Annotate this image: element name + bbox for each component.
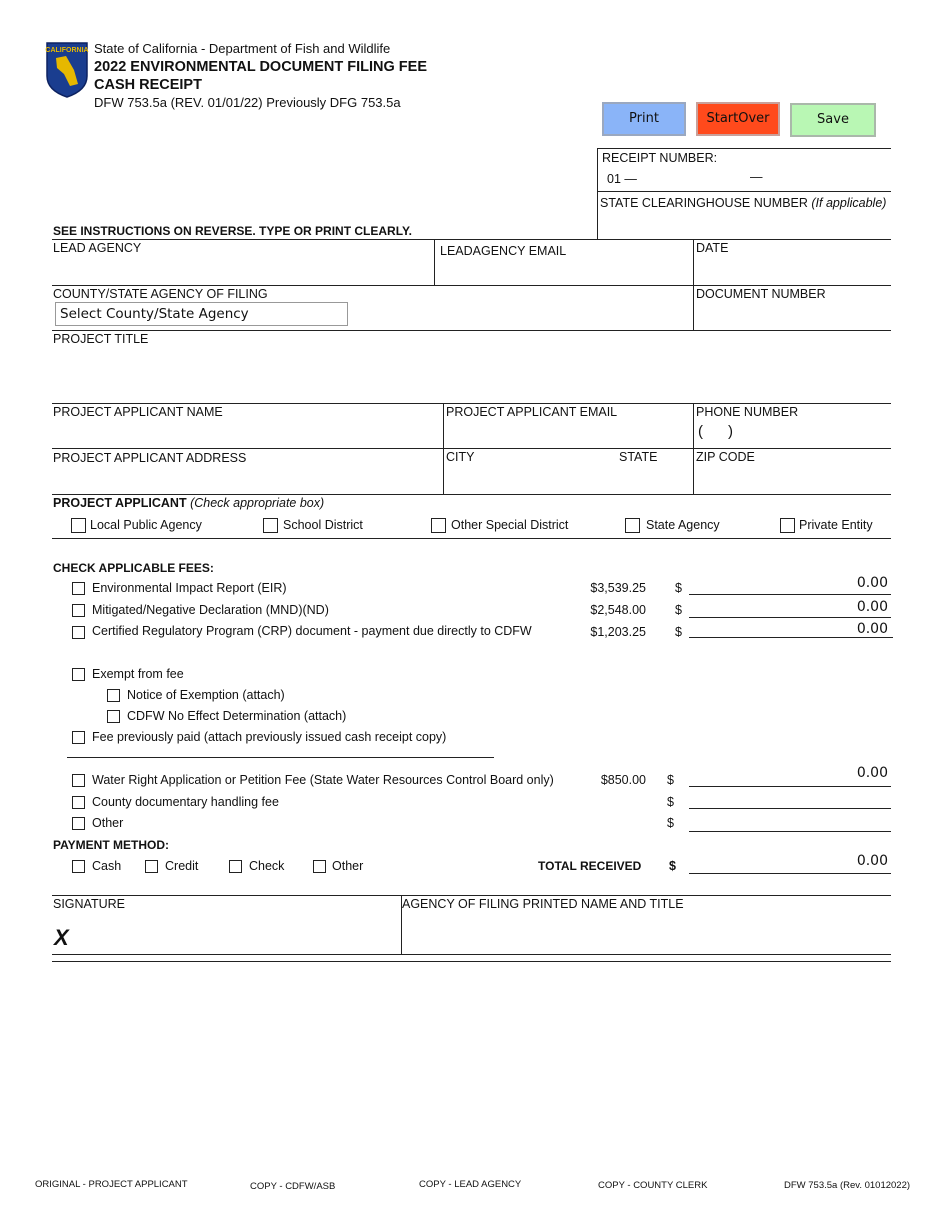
state-agency-label: State Agency xyxy=(646,518,720,532)
county-select-text: Select County/State Agency xyxy=(60,306,249,322)
county-agency-label: COUNTY/STATE AGENCY OF FILING xyxy=(53,287,268,301)
check-checkbox[interactable] xyxy=(229,860,242,873)
other-fee-amount[interactable] xyxy=(689,815,891,831)
state-agency-checkbox[interactable] xyxy=(625,518,640,533)
clearinghouse-label-text: STATE CLEARINGHOUSE NUMBER xyxy=(600,196,808,210)
receipt-dash: — xyxy=(750,170,763,184)
signature-label: SIGNATURE xyxy=(53,897,125,911)
eir-amount[interactable]: 0.00 xyxy=(856,575,888,591)
water-right-amount[interactable]: 0.00 xyxy=(856,765,888,781)
form-title-line1: 2022 ENVIRONMENTAL DOCUMENT FILING FEE xyxy=(94,59,427,75)
footer-form-revision: DFW 753.5a (Rev. 01012022) xyxy=(784,1180,911,1191)
private-entity-checkbox[interactable] xyxy=(780,518,795,533)
notice-exemption-label: Notice of Exemption (attach) xyxy=(127,688,285,702)
mnd-price: $2,548.00 xyxy=(590,603,646,617)
local-public-agency-checkbox[interactable] xyxy=(71,518,86,533)
total-dollar: $ xyxy=(669,859,676,873)
footer-copy-lead-agency: COPY - LEAD AGENCY xyxy=(419,1179,522,1190)
other-special-district-checkbox[interactable] xyxy=(431,518,446,533)
local-public-agency-label: Local Public Agency xyxy=(90,518,202,532)
no-effect-checkbox[interactable] xyxy=(107,710,120,723)
phone-number-field[interactable]: ( ) xyxy=(698,423,733,440)
applicant-address-label: PROJECT APPLICANT ADDRESS xyxy=(53,451,247,465)
clearinghouse-label xyxy=(600,196,886,210)
mnd-label: Mitigated/Negative Declaration (MND)(ND) xyxy=(92,603,329,617)
credit-checkbox[interactable] xyxy=(145,860,158,873)
total-received-label: TOTAL RECEIVED xyxy=(538,859,642,873)
eir-price: $3,539.25 xyxy=(590,581,646,595)
crp-label: Certified Regulatory Program (CRP) document - payment due directly to CDFW xyxy=(92,624,532,638)
crp-checkbox[interactable] xyxy=(72,626,85,639)
no-effect-label: CDFW No Effect Determination (attach) xyxy=(127,709,347,723)
exempt-label: Exempt from fee xyxy=(92,667,184,681)
applicant-type-title: PROJECT APPLICANT xyxy=(53,496,187,510)
crp-amount[interactable]: 0.00 xyxy=(856,621,888,637)
eir-label: Environmental Impact Report (EIR) xyxy=(92,581,287,595)
other-fee-label: Other xyxy=(92,816,124,830)
cash-label: Cash xyxy=(92,859,122,873)
exempt-checkbox[interactable] xyxy=(72,668,85,681)
notice-exemption-checkbox[interactable] xyxy=(107,689,120,702)
previously-paid-checkbox[interactable] xyxy=(72,731,85,744)
signature-field[interactable] xyxy=(52,912,400,954)
cash-checkbox[interactable] xyxy=(72,860,85,873)
check-label: Check xyxy=(249,859,285,873)
crp-price: $1,203.25 xyxy=(590,625,646,639)
water-right-checkbox[interactable] xyxy=(72,774,85,787)
logo-text-top: CALIFORNIA xyxy=(45,47,89,54)
instructions: SEE INSTRUCTIONS ON REVERSE. TYPE OR PRINT CLEARLY. xyxy=(53,224,412,238)
city-label: CITY xyxy=(446,450,475,464)
zip-label: ZIP CODE xyxy=(696,450,755,464)
other-fee-dollar: $ xyxy=(667,816,674,830)
county-handling-amount[interactable] xyxy=(689,792,891,808)
document-number-label: DOCUMENT NUMBER xyxy=(696,287,826,301)
school-district-checkbox[interactable] xyxy=(263,518,278,533)
applicant-email-label: PROJECT APPLICANT EMAIL xyxy=(446,405,618,419)
print-button[interactable]: Print xyxy=(602,102,686,136)
mnd-dollar: $ xyxy=(675,603,682,617)
payment-heading: PAYMENT METHOD: xyxy=(53,838,170,852)
school-district-label: School District xyxy=(283,518,363,532)
previously-paid-label: Fee previously paid (attach previously issued cash receipt copy) xyxy=(92,730,447,744)
lead-agency-email-label: LEADAGENCY EMAIL xyxy=(440,244,567,258)
credit-label: Credit xyxy=(165,859,199,873)
phone-number-label: PHONE NUMBER xyxy=(696,405,799,419)
mnd-checkbox[interactable] xyxy=(72,604,85,617)
form-title-line2: CASH RECEIPT xyxy=(94,77,202,93)
county-handling-dollar: $ xyxy=(667,795,674,809)
county-handling-label: County documentary handling fee xyxy=(92,795,279,809)
state-label: STATE xyxy=(619,450,658,464)
applicant-type-note: (Check appropriate box) xyxy=(190,496,325,510)
applicant-name-label: PROJECT APPLICANT NAME xyxy=(53,405,223,419)
footer-copy-county-clerk: COPY - COUNTY CLERK xyxy=(598,1180,708,1191)
eir-dollar: $ xyxy=(675,581,682,595)
water-right-label: Water Right Application or Petition Fee (State Water Resources Control Board only) xyxy=(92,773,554,787)
signature-mark: X xyxy=(54,925,69,950)
county-handling-checkbox[interactable] xyxy=(72,796,85,809)
other-fee-checkbox[interactable] xyxy=(72,817,85,830)
footer-copy-original: ORIGINAL - PROJECT APPLICANT xyxy=(35,1179,188,1190)
crp-dollar: $ xyxy=(675,625,682,639)
cdfw-logo xyxy=(44,40,90,98)
applicant-type-heading xyxy=(53,496,324,510)
save-button[interactable]: Save xyxy=(790,103,876,137)
total-amount: 0.00 xyxy=(856,853,888,869)
water-right-price: $850.00 xyxy=(600,773,646,787)
receipt-number-label: RECEIPT NUMBER: xyxy=(602,151,718,165)
clearinghouse-note: (If applicable) xyxy=(811,196,887,210)
private-entity-label: Private Entity xyxy=(799,518,873,532)
county-agency-select[interactable] xyxy=(55,302,348,326)
start-over-button[interactable]: StartOver xyxy=(696,102,780,136)
water-right-dollar: $ xyxy=(667,773,674,787)
printed-name-field[interactable] xyxy=(402,912,891,954)
mnd-amount[interactable]: 0.00 xyxy=(856,599,888,615)
printed-name-label: AGENCY OF FILING PRINTED NAME AND TITLE xyxy=(402,897,684,911)
eir-checkbox[interactable] xyxy=(72,582,85,595)
form-id: DFW 753.5a (REV. 01/01/22) Previously DFG 753.5a xyxy=(94,95,401,110)
lead-agency-label: LEAD AGENCY xyxy=(53,241,142,255)
other-payment-checkbox[interactable] xyxy=(313,860,326,873)
receipt-prefix[interactable]: 01 — xyxy=(607,172,637,186)
project-title-label: PROJECT TITLE xyxy=(53,332,149,346)
footer-copy-cdfw: COPY - CDFW/ASB xyxy=(250,1181,336,1192)
date-label: DATE xyxy=(696,241,729,255)
other-payment-label: Other xyxy=(332,859,364,873)
agency-line: State of California - Department of Fish and Wildlife xyxy=(94,41,391,56)
other-special-district-label: Other Special District xyxy=(451,518,569,532)
fees-heading: CHECK APPLICABLE FEES: xyxy=(53,561,214,575)
